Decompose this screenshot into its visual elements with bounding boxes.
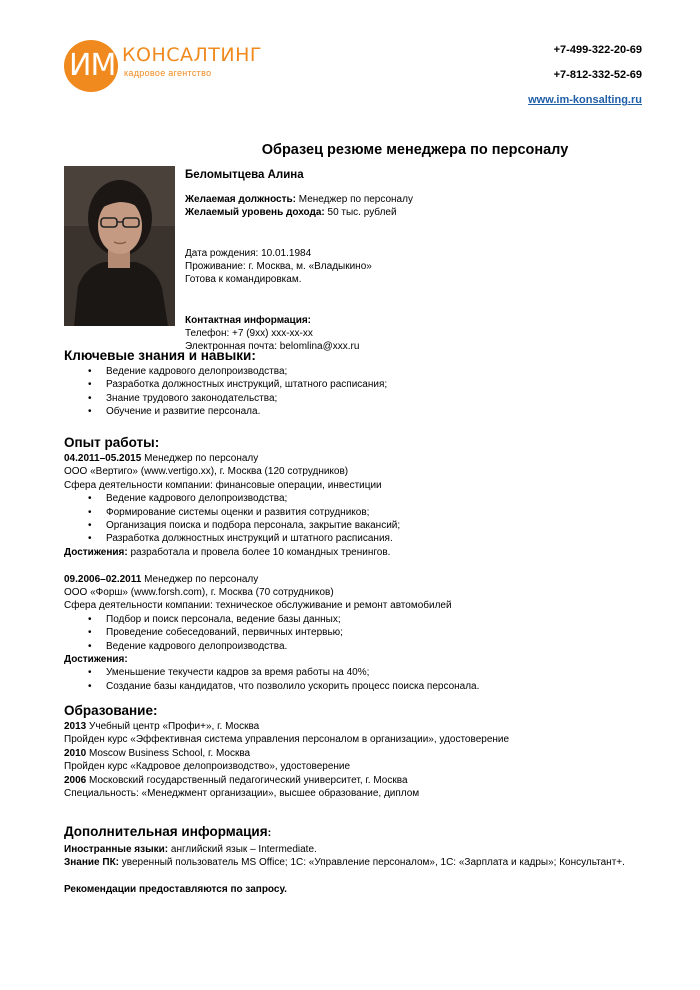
job-entry-2: [64, 573, 664, 694]
list-item: • Разработка должностных инструкций и штатного расписания.: [64, 532, 664, 545]
achievements-text: разработала и провела более 10 командных тренингов.: [127, 546, 391, 558]
job-role: Менеджер по персоналу: [141, 453, 259, 464]
document-title: Образец резюме менеджера по персоналу: [261, 142, 569, 158]
job-sphere: Сфера деятельности компании: финансовые операции, инвестиции: [64, 479, 382, 491]
education-year: 2006: [64, 774, 87, 786]
education-place: Учебный центр «Профи+», г. Москва: [86, 721, 260, 732]
desired-income-label: Желаемый уровень дохода:: [185, 207, 325, 219]
desired-position: [185, 193, 585, 206]
achievements-label: Достижения:: [64, 546, 128, 558]
job-period: 09.2006–02.2011: [64, 573, 142, 585]
education-place: Moscow Business School, г. Москва: [86, 747, 251, 759]
languages-label: Иностранные языки:: [64, 844, 169, 855]
logo-mark: ИМ: [69, 48, 116, 83]
agency-website-link[interactable]: www.im-konsalting.ru: [528, 94, 642, 106]
list-item: • Знание трудового законодательства;: [64, 392, 664, 405]
residence: Проживание: г. Москва, м. «Владыкино»: [185, 261, 372, 272]
list-item: • Ведение кадрового делопроизводства;: [64, 365, 664, 378]
job-company: ООО «Форш» (www.forsh.com), г. Москва (70 сотрудников): [64, 587, 334, 599]
education-year: 2013: [64, 721, 87, 732]
pc-skills-value: уверенный пользователь MS Office; 1С: «Управление персоналом», 1С: «Зарплата и кадры»; Консультант+.: [119, 857, 625, 869]
job-duties-list: [64, 492, 664, 546]
education-heading: Образование:: [64, 703, 158, 718]
skills-heading: Ключевые знания и навыки:: [64, 348, 256, 363]
experience-heading: Опыт работы:: [64, 435, 160, 450]
candidate-name: Беломытцева Алина: [185, 169, 304, 181]
job-duties-list: [64, 613, 664, 653]
candidate-photo: [64, 166, 175, 326]
logo-tagline: кадровое агентство: [124, 68, 212, 78]
achievements-list: [64, 666, 664, 693]
agency-contacts: [528, 44, 642, 119]
languages-value: английский язык – Intermediate.: [168, 844, 317, 855]
additional-heading: [64, 823, 664, 842]
list-item: • Создание базы кандидатов, что позволило ускорить процесс поиска персонала.: [64, 680, 664, 693]
job-entry-1: [64, 452, 664, 559]
achievements-label: Достижения:: [64, 654, 128, 666]
skills-list: [64, 365, 664, 419]
job-achievements: [64, 546, 664, 559]
languages-line: [64, 843, 664, 856]
portrait-image: [64, 166, 175, 326]
desired-income-value: 50 тыс. рублей: [324, 207, 397, 219]
skills-section: [64, 347, 664, 419]
list-item: • Организация поиска и подбора персонала, закрытие вакансий;: [64, 519, 664, 532]
job-company: ООО «Вертиго» (www.vertigo.xx), г. Москва (120 сотрудников): [64, 466, 349, 478]
education-detail: Пройден курс «Эффективная система управления персоналом в организации», удостоверение: [64, 734, 510, 746]
agency-phone-1: +7-499-322-20-69: [553, 44, 642, 56]
experience-section: [64, 434, 664, 693]
job-sphere: Сфера деятельности компании: техническое обслуживание и ремонт автомобилей: [64, 600, 452, 612]
job-role: Менеджер по персоналу: [141, 573, 259, 585]
list-item: • Формирование системы оценки и развития сотрудников;: [64, 506, 664, 519]
education-section: [64, 702, 664, 800]
additional-section: [64, 823, 664, 897]
contact-info-label: [185, 314, 585, 327]
education-entry: [64, 720, 664, 733]
travel-readiness: Готова к командировкам.: [185, 274, 302, 286]
list-item: • Обучение и развитие персонала.: [64, 405, 664, 418]
candidate-info: [185, 168, 585, 354]
education-place: Московский государственный педагогический университет, г. Москва: [86, 774, 408, 786]
logo-name: КОНСАЛТИНГ: [122, 44, 262, 66]
candidate-phone: Телефон: +7 (9хх) ххх-хх-хх: [185, 328, 313, 339]
contact-info-heading: Контактная информация:: [185, 314, 312, 326]
desired-position-value: Менеджер по персоналу: [296, 194, 413, 205]
list-item: • Ведение кадрового делопроизводства.: [64, 640, 664, 653]
list-item: • Подбор и поиск персонала, ведение базы данных;: [64, 613, 664, 626]
job-title-line: [64, 573, 664, 586]
desired-income: [185, 206, 585, 219]
education-year: 2010: [64, 747, 87, 759]
job-title-line: [64, 452, 664, 465]
additional-heading-text: Дополнительная информация: [64, 824, 268, 839]
additional-heading-colon: :: [267, 827, 272, 839]
birth-date: Дата рождения: 10.01.1984: [185, 247, 312, 259]
list-item: • Проведение собеседований, первичных интервью;: [64, 626, 664, 639]
desired-position-label: Желаемая должность:: [185, 194, 296, 205]
education-entry: [64, 774, 664, 787]
job-period: 04.2011–05.2015: [64, 453, 142, 464]
education-detail: Пройден курс «Кадровое делопроизводство», удостоверение: [64, 761, 351, 773]
list-item: • Разработка должностных инструкций, штатного расписания;: [64, 378, 664, 391]
company-logo: [64, 40, 262, 96]
candidate-email: Электронная почта: belomlina@xxx.ru: [185, 341, 360, 353]
list-item: • Уменьшение текучести кадров за время работы на 40%;: [64, 666, 664, 679]
recommendations-text: Рекомендации предоставляются по запросу.: [64, 884, 287, 896]
pc-skills-line: [64, 856, 664, 869]
agency-phone-2: +7-812-332-52-69: [553, 69, 642, 81]
job-achievements: [64, 653, 664, 666]
education-entry: [64, 747, 664, 760]
education-detail: Специальность: «Менеджмент организации», высшее образование, диплом: [64, 788, 420, 800]
list-item: • Ведение кадрового делопроизводства;: [64, 492, 664, 505]
recommendations-line: [64, 883, 664, 896]
pc-skills-label: Знание ПК:: [64, 857, 120, 869]
